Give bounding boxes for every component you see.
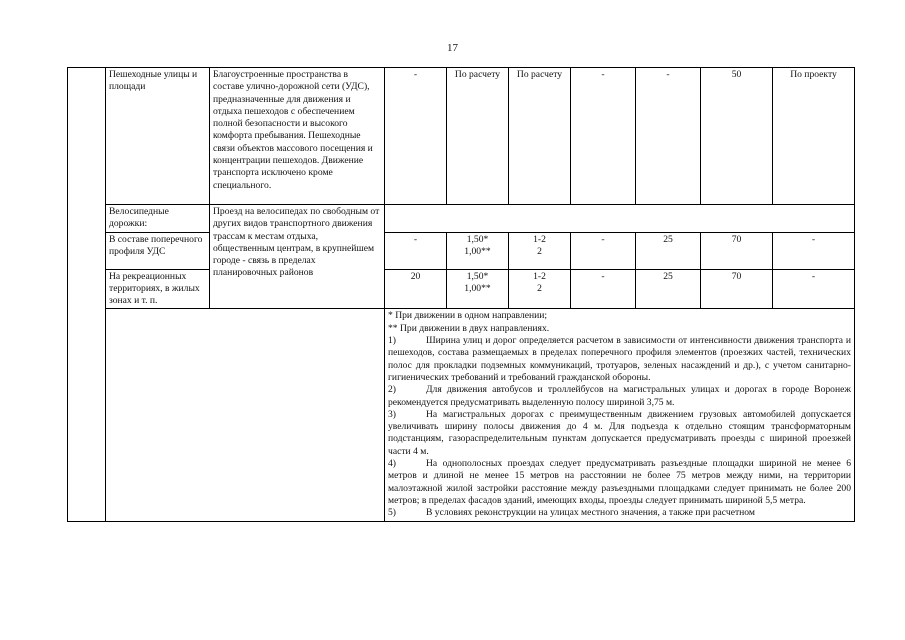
note-number: 5)	[388, 507, 396, 519]
note-paragraph	[388, 409, 851, 458]
footnote-two-directions: ** При движении в двух направлениях.	[388, 322, 550, 334]
table-row-notes	[68, 309, 855, 521]
value-cell: -	[385, 68, 447, 205]
value-cell: 20	[385, 269, 447, 309]
row-type-cell: Велосипедные дорожки:	[106, 205, 210, 233]
table-row-pedestrian	[68, 68, 855, 205]
value-line: 1,50*	[466, 270, 489, 282]
left-margin-cell	[68, 68, 106, 522]
note-paragraph	[388, 458, 851, 507]
value-line: 1,00**	[464, 282, 491, 294]
table-row-bicycle-header	[68, 205, 855, 233]
note-text: На однополосных проездах следует предусматривать разъездные площадки шириной не менее 6 метров и длиной не менее 15 метров на расстоянии не более 75 метров между ними, на территории малоэтажной жилой застройки расстояние между разъездными площадками следует принимать не более 200 метров; в пределах фасадов зданий, имеющих входы, проезды следует принимать шириной 5,5 метра.	[388, 458, 851, 506]
value-line: 2	[537, 282, 542, 294]
note-text: Ширина улиц и дорог определяется расчетом в зависимости от интенсивности движения транспорта и пешеходов, состава размещаемых в пределах поперечного профиля элементов (проезжих частей, технических полос для прокладки подземных коммуникаций, тротуаров, зеленых насаждений и др.), с учетом санитарно-гигиенических требований и требований гражданской обороны.	[388, 335, 851, 383]
empty-merged-cell	[385, 205, 855, 233]
value-cell: -	[385, 232, 447, 269]
value-cell: По расчету	[447, 68, 509, 205]
value-cell: 70	[701, 269, 773, 309]
value-cell: По расчету	[509, 68, 571, 205]
row-purpose-cell: Проезд на велосипедах по свободным от других видов транспортного движения трассам к местам отдыха, общественным центрам, в крупнейшем городе - связь в пределах планировочных районов	[210, 205, 385, 309]
value-cell: 50	[701, 68, 773, 205]
notes-cell	[385, 309, 855, 521]
note-paragraph	[388, 507, 851, 519]
value-line: 2	[537, 245, 542, 257]
row-purpose-cell: Благоустроенные пространства в составе улично-дорожной сети (УДС), предназначенные для движения и отдыха пешеходов с обеспечением полной безопасности и высокого комфорта пребывания. Пешеходные связи объектов массового посещения и концентрации пешеходов. Движение транспорта исключено кроме специального.	[210, 68, 385, 205]
empty-notes-left-cell	[106, 309, 385, 521]
value-line: 1-2	[533, 270, 546, 282]
row-type-cell: На рекреационных территориях, в жилых зонах и т. п.	[106, 269, 210, 309]
note-number: 4)	[388, 458, 396, 470]
value-cell: 70	[701, 232, 773, 269]
note-number: 3)	[388, 408, 396, 420]
value-cell	[509, 269, 571, 309]
note-text: В условиях реконструкции на улицах местного значения, а также при расчетном	[426, 507, 755, 519]
value-line: 1-2	[533, 233, 546, 245]
value-cell	[509, 232, 571, 269]
note-paragraph	[388, 335, 851, 384]
value-cell: -	[571, 269, 636, 309]
row-type-cell: В составе поперечного профиля УДС	[106, 232, 210, 269]
value-cell	[447, 232, 509, 269]
value-line: 1,50*	[466, 233, 489, 245]
value-cell: 25	[636, 232, 701, 269]
value-cell: По проекту	[773, 68, 855, 205]
note-number: 2)	[388, 384, 396, 396]
value-cell: -	[773, 232, 855, 269]
table-row-bicycle-recreation	[68, 269, 855, 309]
road-parameters-table	[67, 67, 855, 522]
value-cell: -	[773, 269, 855, 309]
value-cell: -	[571, 232, 636, 269]
value-cell: 25	[636, 269, 701, 309]
footnote-one-direction: * При движении в одном направлении;	[388, 310, 548, 322]
value-cell: -	[571, 68, 636, 205]
value-cell	[447, 269, 509, 309]
value-cell: -	[636, 68, 701, 205]
note-number: 1)	[388, 335, 396, 347]
note-text: Для движения автобусов и троллейбусов на магистральных улицах и дорогах в городе Воронеж рекомендуется предусматривать выделенную полосу шириной 3,75 м.	[388, 384, 851, 408]
table-row-bicycle-uds	[68, 232, 855, 269]
page-number: 17	[447, 42, 458, 54]
note-text: На магистральных дорогах с преимущественным движением грузовых автомобилей допускается увеличивать ширину полосы движения до 4 м. Для подъезда к отдельно стоящим трансформаторным подстанциям, газораспределительным пунктам допускается предусматривать проезды с шириной проезжей части 4 м.	[388, 408, 851, 457]
row-type-cell: Пешеходные улицы и площади	[106, 68, 210, 205]
value-line: 1,00**	[464, 245, 491, 257]
note-paragraph	[388, 384, 851, 409]
